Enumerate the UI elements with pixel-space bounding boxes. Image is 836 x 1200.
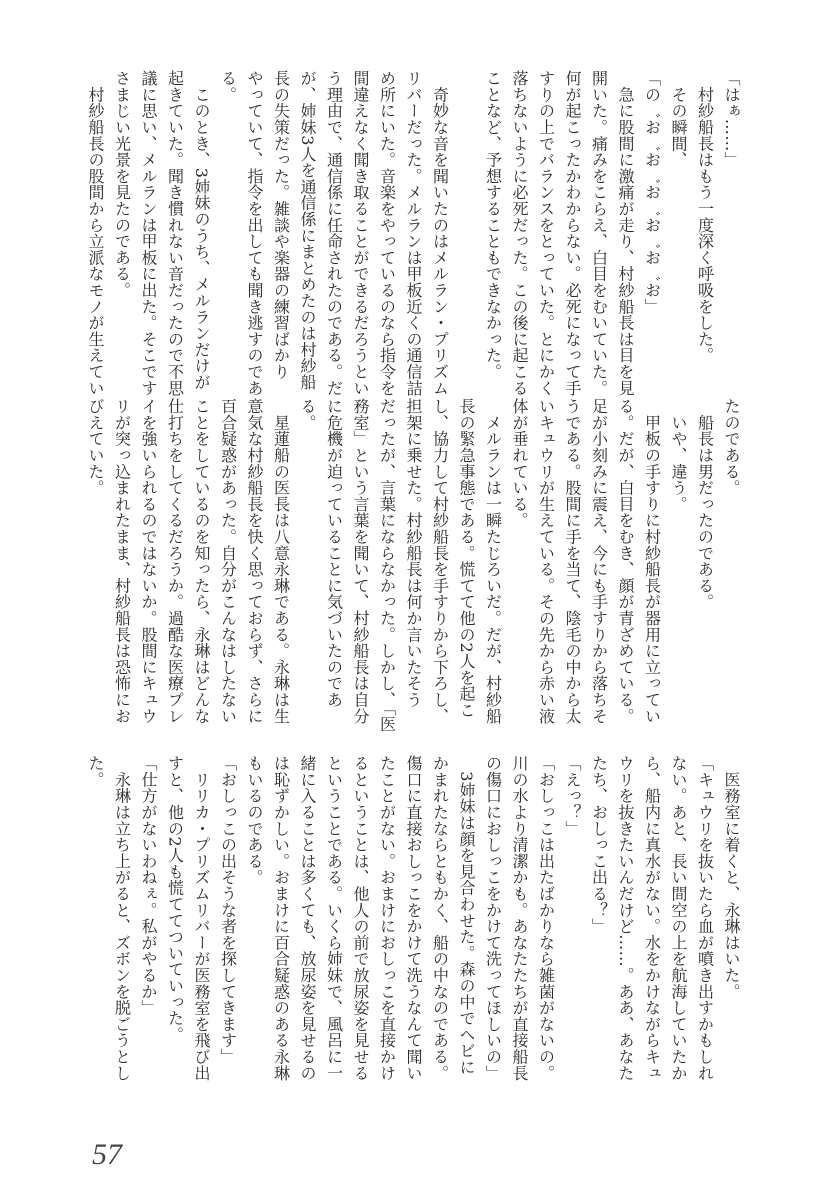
text-line: 「仕方がないわねぇ。私がやるか」 — [139, 755, 158, 1016]
text-line: ことをしているのを知ったら、永琳はどんな — [192, 398, 211, 724]
text-line: が、姉妹3人を通信係にまとめたのは村紗船 — [298, 70, 317, 391]
text-line: その瞬間、 — [669, 70, 688, 168]
text-line: は恥ずかしい。おまけに百合疑惑のある永琳 — [271, 755, 291, 1081]
text-line: 足が小刻みに震え、今にも手すりから落ちそ — [589, 398, 609, 724]
text-line: 「はぁ……」 — [722, 70, 741, 168]
text-line: 緒に入ることは多くても、放尿姿を見せるの — [298, 755, 317, 1081]
text-line: 仕打ちをしてくるだろうか。過酷な医療プレ — [165, 398, 185, 724]
text-line: 川の水より清潔かも。あなたたちが直接船長 — [510, 755, 529, 1081]
text-line: 百合疑惑があった。自分がこんなはしたない — [218, 398, 238, 724]
text-line: リリカ・プリズムリバーが医務室を飛び出 — [192, 755, 211, 1081]
text-line: 船長は男だったのである。 — [695, 398, 715, 610]
text-line: 「えっ？」 — [563, 755, 582, 837]
text-line: 傷口に直接おしっこをかけて洗うなんて聞い — [404, 755, 423, 1081]
text-line: このとき、3姉妹のうち、メルランだけが — [192, 70, 211, 391]
text-line: る。だが、白目をむき、顔が青ざめている。 — [616, 398, 635, 724]
text-line: びえていた。 — [86, 398, 105, 496]
text-line: だったが、言葉にならなかった。しかし、「医 — [377, 398, 397, 733]
text-line: の傷口におしっこをかけて洗ってほしいの」 — [483, 755, 503, 1081]
text-line: 担架に乗せた。村紗船長は何か言いたそう — [404, 398, 423, 708]
text-line: るということは、他人の前で放尿姿を見せる — [351, 755, 370, 1081]
text-line: 永琳は立ち上がると、ズボンを脱ごうとし — [112, 755, 132, 1081]
text-line: 「の゛お゛お゛お゛お゛お゛お」 — [642, 70, 662, 315]
text-line: ない。あと、長い間空の上を航海していたか — [669, 755, 688, 1081]
text-line: た。 — [86, 755, 105, 788]
text-line: うである。股間に手を当て、陰毛の中から太 — [563, 398, 582, 724]
text-line: メルランは一瞬たじろいだ。だが、村紗船 — [483, 398, 503, 724]
text-line: 体が垂れている。 — [510, 398, 529, 529]
text-line: 開いた。痛みをこらえ、白目をむいていた。 — [589, 70, 609, 396]
text-line: 村紗船長はもう一度深く呼吸をした。 — [695, 70, 715, 364]
text-line: る。 — [218, 70, 238, 103]
text-line: たことがない。おまけにおしっこを直接かけ — [377, 755, 397, 1081]
text-line: 急に股間に激痛が走り、村紗船長は目を見 — [616, 70, 635, 396]
text-line: 医務室に着くと、永琳はいた。 — [722, 755, 741, 1000]
text-line: 「キュウリを抜いたら血が噴き出すかもしれ — [695, 755, 715, 1081]
text-line: 星蓮船の医長は八意永琳である。永琳は生 — [271, 398, 291, 724]
text-line: ら、船内に真水がない。水をかけながらキュ — [642, 755, 662, 1081]
text-block-middle — [84, 398, 744, 743]
text-line: し、協力して村紗船長を手すりから下ろし、 — [430, 398, 450, 724]
text-line: 間違えなく聞き取ることができるだろうとい — [351, 70, 370, 396]
text-line — [453, 70, 480, 415]
text-line: たのである。 — [722, 398, 741, 496]
text-line: 「おしっこは出たばかりなら雑菌がないの。 — [536, 755, 556, 1081]
text-line: 議に思い、メルランは甲板に出た。そこです — [139, 70, 158, 396]
text-line: 長の緊急事態である。慌てて他の2人を起こ — [457, 398, 476, 719]
text-line: さまじい光景を見たのである。 — [112, 70, 132, 299]
text-line: いや、違う。 — [669, 398, 688, 513]
text-line: 「おしっこの出そうな者を探してきます」 — [218, 755, 238, 1065]
text-line: 何が起こったかわからない。必死になって手 — [563, 70, 582, 396]
text-line: かまれたならともかく、船の中なのである。 — [430, 755, 450, 1081]
text-line: 起きていた。聞き慣れない音だったので不思 — [165, 70, 185, 396]
text-line: 意気な村紗船長を快く思っておらず、さらに — [245, 398, 264, 724]
text-line: リが突っ込まれたまま、村紗船長は恐怖にお — [112, 398, 132, 724]
text-line: すと、他の2人も慌ててついていった。 — [165, 755, 185, 1043]
text-line: 落ちないように必死だった。この後に起こる — [510, 70, 529, 396]
text-line: たち、おしっこ出る？」 — [589, 755, 609, 935]
text-line: すりの上でバランスをとっていた。とにかく — [536, 70, 556, 396]
text-line: に危機が迫っていることに気づいたのであ — [324, 398, 344, 708]
text-line: 3姉妹は顔を見合わせた。森の中でヘビに — [457, 755, 476, 1076]
text-line: ことなど、予想することもできなかった。 — [483, 70, 503, 380]
text-line: 甲板の手すりに村紗船長が器用に立ってい — [642, 398, 662, 724]
text-line: ウリを抜きたいんだけど……。ああ、あなた — [616, 755, 635, 1081]
text-line: 村紗船長の股間から立派なモノが生えてい — [86, 70, 105, 396]
text-line: もいるのである。 — [245, 755, 264, 886]
page-number: 57 — [92, 1138, 122, 1171]
text-line: 奇妙な音を聞いたのはメルラン・プリズム — [430, 70, 450, 396]
text-line: 務室」という言葉を聞いて、村紗船長は自分 — [351, 398, 370, 724]
text-line: め所にいた。音楽をやっているのなら指令を — [377, 70, 397, 396]
text-line: 長の失策だった。雑談や楽器の練習ばかり — [271, 70, 291, 380]
text-block-lower — [84, 755, 744, 1100]
text-line: イを強いられるのではないか。股間にキュウ — [139, 398, 158, 724]
text-line: ということである。いくら姉妹で、風呂に一 — [324, 755, 344, 1081]
text-line: リバーだった。メルランは甲板近くの通信詰 — [404, 70, 423, 396]
text-line: いキュウリが生えている。その先から赤い液 — [536, 398, 556, 724]
text-line: る。 — [298, 398, 317, 431]
text-line: やっていて、指令を出しても聞き逃すのであ — [245, 70, 264, 396]
text-block-upper — [84, 70, 744, 415]
text-line: う理由で、通信係に任命されたのである。だ — [324, 70, 344, 396]
